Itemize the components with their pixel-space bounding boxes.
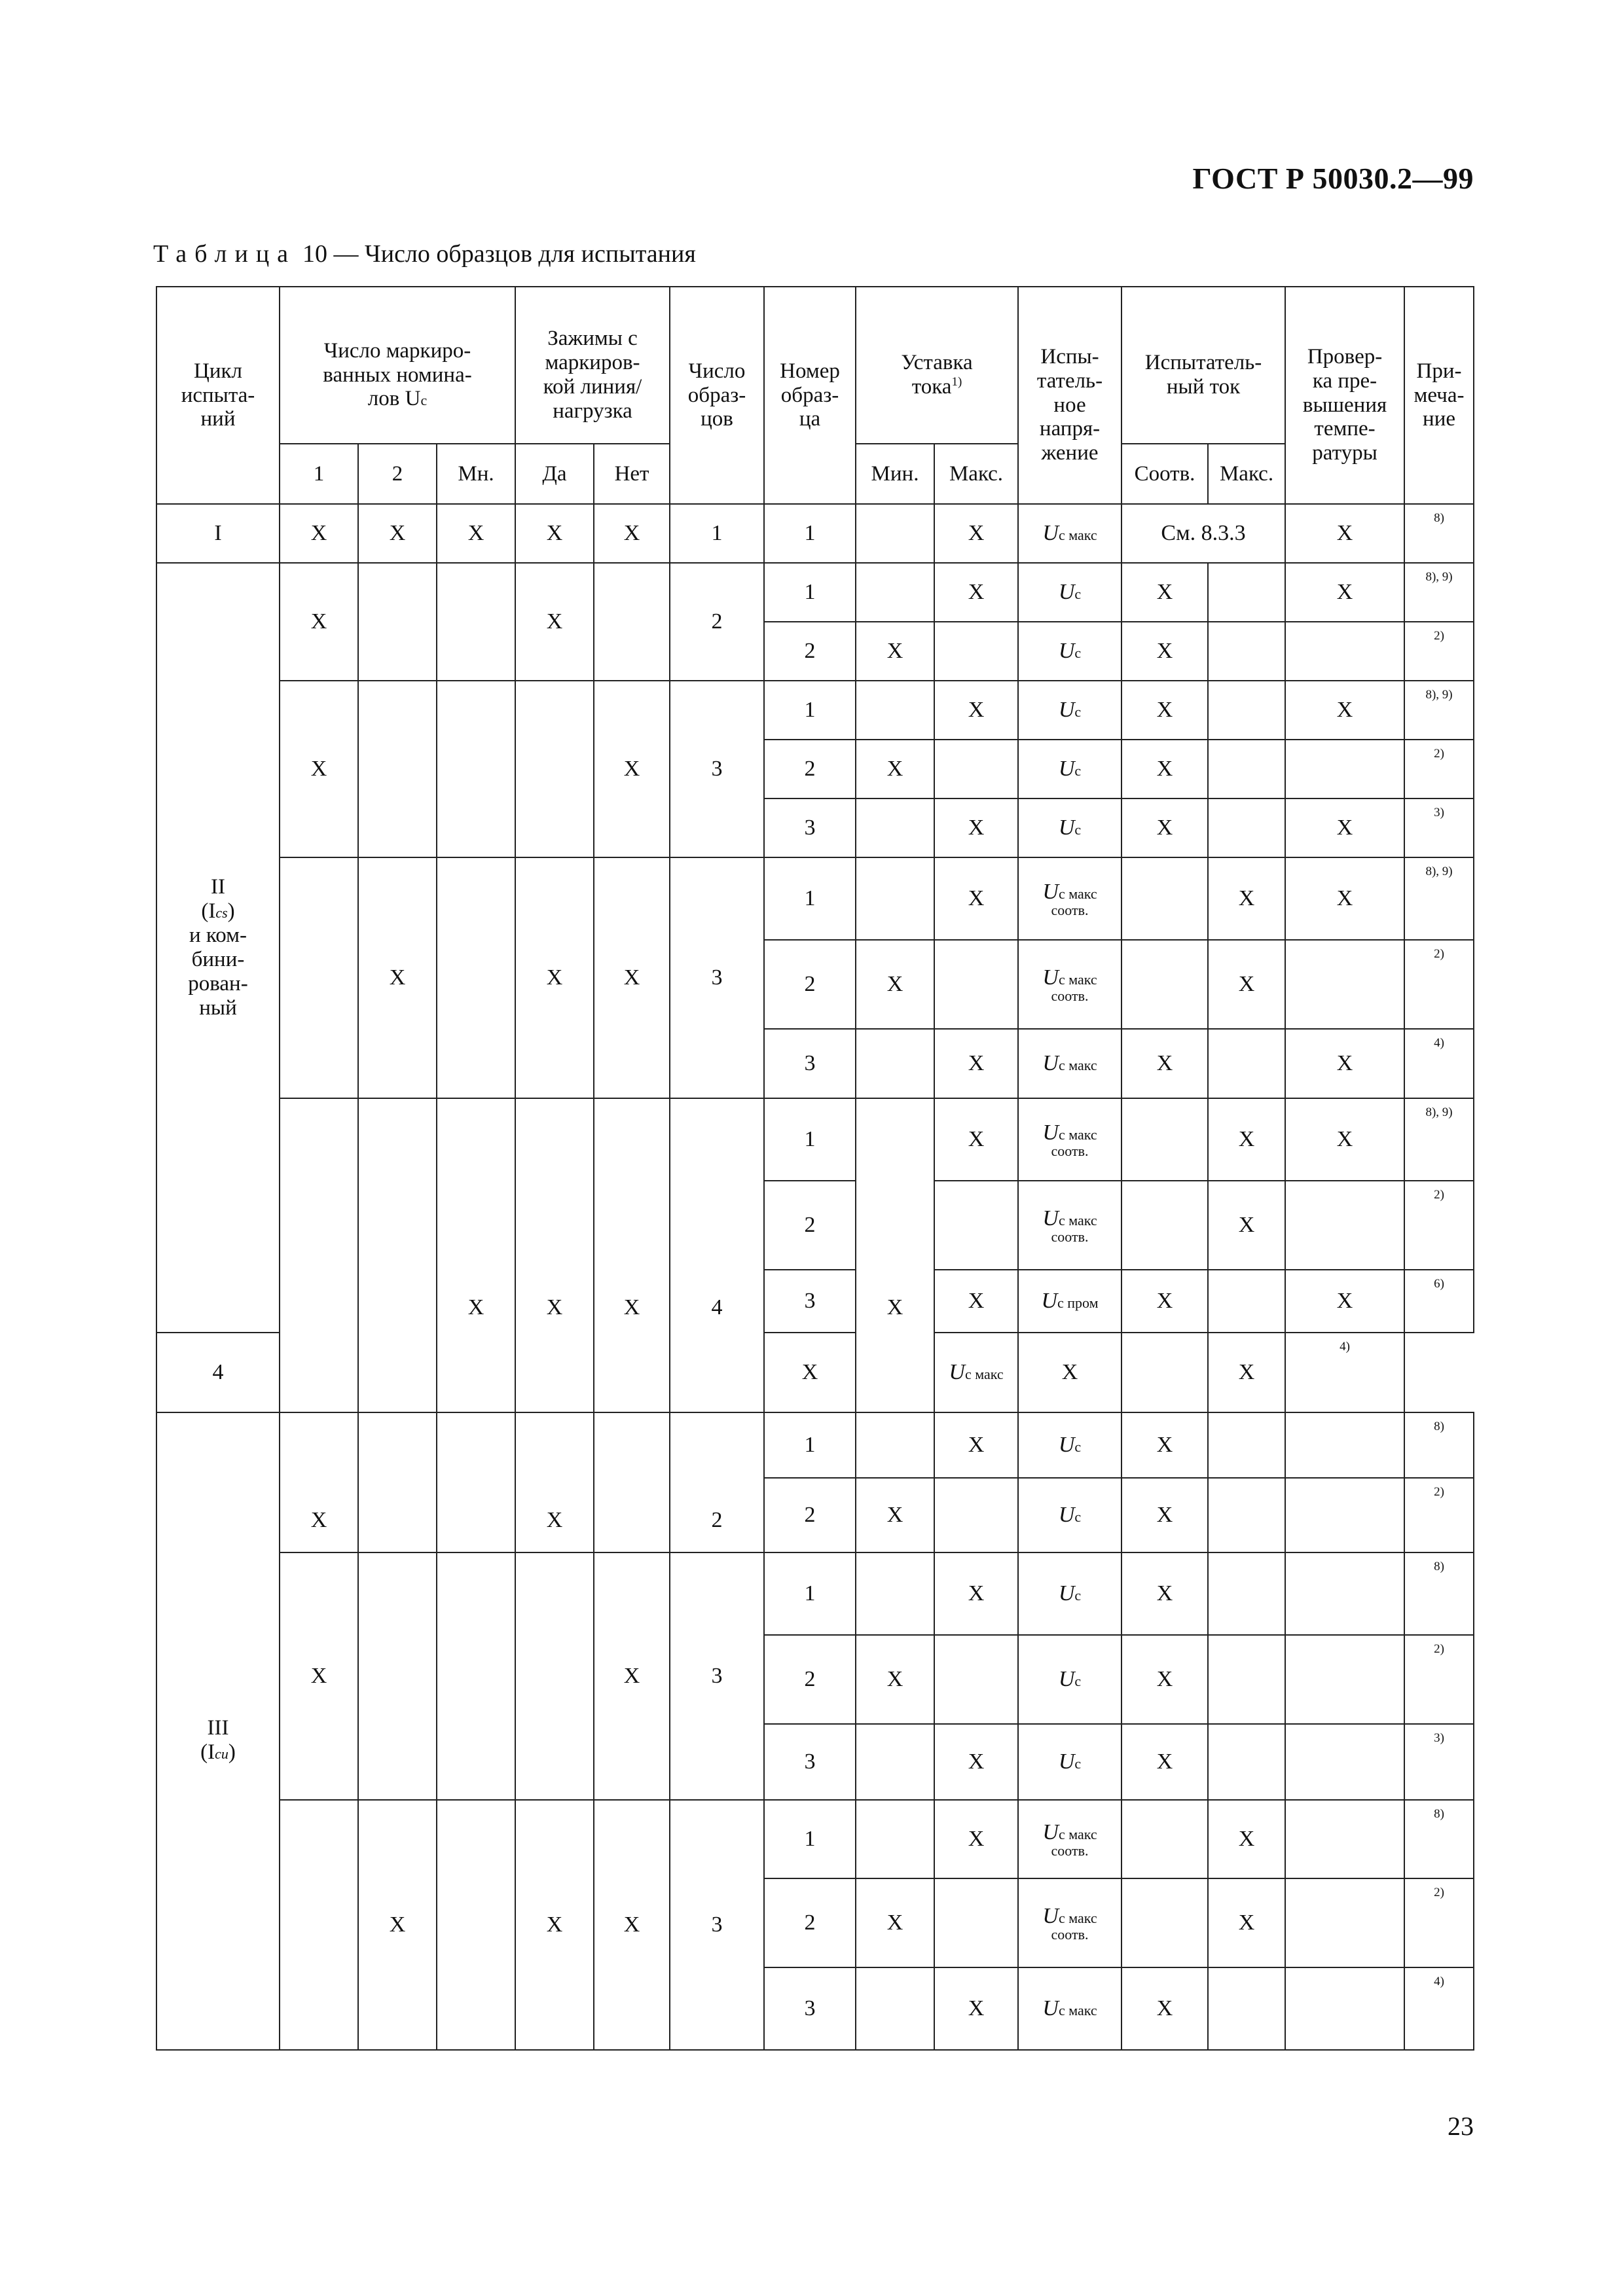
cell-x: X (1208, 1800, 1285, 1878)
cell-empty (1208, 1412, 1285, 1478)
cell-empty (280, 857, 358, 1098)
cell-voltage: Uс макс (934, 1333, 1018, 1412)
cell-note: 2) (1404, 1181, 1474, 1270)
cell-empty (280, 1098, 358, 1412)
header-notes: При- меча- ние (1404, 287, 1474, 504)
cell-value: 4 (670, 1098, 764, 1412)
cell-x: X (1208, 1098, 1285, 1181)
cell-x: X (856, 1635, 934, 1724)
cell-x: X (856, 622, 934, 681)
cell-x: X (1285, 681, 1404, 740)
cell-empty (856, 1967, 934, 2050)
cell-empty (437, 1800, 515, 2050)
cell-note: 8) (1404, 1412, 1474, 1478)
page-number: 23 (1448, 2111, 1474, 2141)
header-sub-max-current: Макс. (1208, 444, 1285, 504)
cell-voltage: Uс макс (1018, 1029, 1122, 1098)
caption-word: Таблица (153, 240, 297, 268)
cell-x: X (934, 1967, 1018, 2050)
cell-empty (515, 1552, 594, 1800)
cell-value: 3 (764, 1724, 856, 1800)
cell-see-reference: См. 8.3.3 (1122, 504, 1285, 563)
cell-x: X (856, 1478, 934, 1552)
cell-empty (1208, 1967, 1285, 2050)
cell-note: 2) (1404, 940, 1474, 1029)
cell-x: X (856, 740, 934, 798)
table-row (156, 857, 1474, 940)
cell-note: 8) (1404, 1800, 1474, 1878)
cell-empty (1285, 1724, 1404, 1800)
cell-x: X (594, 1552, 670, 1800)
cell-empty (856, 798, 934, 857)
cell-empty (1122, 857, 1208, 940)
cell-x: X (1122, 1270, 1208, 1333)
cell-voltage: Uс (1018, 798, 1122, 857)
cell-x: X (1208, 857, 1285, 940)
cell-empty (1122, 940, 1208, 1029)
cell-empty (515, 681, 594, 857)
cell-empty (1208, 1724, 1285, 1800)
cell-x: X (1122, 1029, 1208, 1098)
cell-note: 6) (1404, 1270, 1474, 1333)
cell-x: X (1208, 1333, 1285, 1412)
cell-x: X (515, 563, 594, 681)
cell-voltage: Uс (1018, 740, 1122, 798)
cell-note: 2) (1404, 740, 1474, 798)
table-row (156, 1412, 1474, 1478)
cell-voltage: Uс макс (1018, 504, 1122, 563)
cell-x: X (1122, 681, 1208, 740)
cell-empty (1122, 1181, 1208, 1270)
cell-empty (437, 1552, 515, 1800)
cell-empty (1285, 1967, 1404, 2050)
header-sub-many: Мн. (437, 444, 515, 504)
header-temperature-check: Провер- ка пре- вышения темпе- ратуры (1285, 287, 1404, 504)
cell-value: 2 (764, 1181, 856, 1270)
cell-note: 4) (1285, 1333, 1404, 1412)
cell-empty (1122, 1333, 1208, 1412)
cell-x: X (1285, 504, 1404, 563)
cell-value: 2 (764, 1635, 856, 1724)
cell-note: 2) (1404, 1478, 1474, 1552)
cell-empty (1122, 1878, 1208, 1967)
cell-note: 8), 9) (1404, 681, 1474, 740)
cell-x: X (1122, 740, 1208, 798)
cell-empty (934, 1478, 1018, 1552)
header-test-current: Испытатель- ный ток (1122, 287, 1285, 444)
cell-value: 1 (764, 1552, 856, 1635)
cell-empty (856, 1552, 934, 1635)
cell-empty (1285, 740, 1404, 798)
cell-empty (934, 1635, 1018, 1724)
cell-empty (1285, 1635, 1404, 1724)
table-row (156, 1552, 1474, 1635)
cell-x: X (594, 857, 670, 1098)
cell-x: X (594, 504, 670, 563)
table-row (156, 504, 1474, 563)
header-terminals: Зажимы с маркиров- кой линия/ нагрузка (515, 287, 670, 444)
cell-voltage: Uс пром (1018, 1270, 1122, 1333)
cell-note: 8), 9) (1404, 563, 1474, 622)
cell-value: 1 (764, 1098, 856, 1181)
cell-value: 3 (670, 681, 764, 857)
header-row-1 (156, 287, 1474, 444)
cell-empty (437, 857, 515, 1098)
cell-value: 2 (764, 1478, 856, 1552)
cell-empty (856, 504, 934, 563)
cell-voltage: Uс макс соотв. (1018, 940, 1122, 1029)
cell-note: 2) (1404, 1635, 1474, 1724)
cell-x: X (934, 504, 1018, 563)
header-sub-2: 2 (358, 444, 437, 504)
cell-x: X (358, 857, 437, 1098)
cell-x: X (1122, 1967, 1208, 2050)
cell-voltage: Uс (1018, 681, 1122, 740)
cell-note: 4) (1404, 1967, 1474, 2050)
cell-empty (1208, 740, 1285, 798)
cell-empty (1208, 1270, 1285, 1333)
cycle-label: I (156, 504, 280, 563)
cell-value: 3 (670, 1800, 764, 2050)
cell-value: 1 (764, 563, 856, 622)
cell-x: X (1018, 1333, 1122, 1412)
table-row (156, 1800, 1474, 1878)
cell-value: 3 (764, 1967, 856, 2050)
cell-voltage: Uс макс соотв. (1018, 1098, 1122, 1181)
cell-x: X (1122, 1478, 1208, 1552)
cell-x: X (515, 1800, 594, 2050)
cell-empty (1208, 1029, 1285, 1098)
cell-value: 1 (670, 504, 764, 563)
cell-x: X (437, 504, 515, 563)
cell-empty (856, 1724, 934, 1800)
cell-voltage: Uс макс (1018, 1967, 1122, 2050)
cell-x: X (280, 1552, 358, 1800)
cell-value: 2 (670, 563, 764, 681)
cell-x: X (594, 1800, 670, 2050)
cell-empty (437, 563, 515, 681)
cell-x: X (1122, 798, 1208, 857)
cell-x: X (1285, 1029, 1404, 1098)
cell-note: 3) (1404, 1724, 1474, 1800)
cell-value: 2 (670, 1412, 764, 1552)
table-row (156, 681, 1474, 740)
cell-x: X (1285, 1270, 1404, 1333)
header-current-setting: Уставка тока$^{1)}$ (856, 287, 1018, 444)
cell-empty (856, 1412, 934, 1478)
cell-note: 8) (1404, 504, 1474, 563)
cell-voltage: Uс макс соотв. (1018, 1878, 1122, 1967)
cell-empty (856, 1029, 934, 1098)
cell-empty (358, 563, 437, 681)
cell-value: 3 (764, 1029, 856, 1098)
cell-empty (934, 622, 1018, 681)
cell-note: 2) (1404, 622, 1474, 681)
cell-empty (934, 1878, 1018, 1967)
cell-empty (1122, 1098, 1208, 1181)
cell-note: 3) (1404, 798, 1474, 857)
cell-empty (1208, 563, 1285, 622)
cell-empty (1208, 681, 1285, 740)
cell-note: 8), 9) (1404, 1098, 1474, 1181)
cell-x: X (358, 504, 437, 563)
cell-empty (934, 740, 1018, 798)
cell-empty (358, 1552, 437, 1800)
cell-empty (1122, 1800, 1208, 1878)
cell-x: X (934, 1800, 1018, 1878)
cell-empty (358, 681, 437, 857)
cell-x: X (1285, 857, 1404, 940)
cell-x: X (437, 1098, 515, 1412)
table-row (156, 1098, 1474, 1181)
cell-empty (594, 563, 670, 681)
cell-value: 1 (764, 504, 856, 563)
cell-x: X (934, 857, 1018, 940)
cell-x: X (515, 1412, 594, 1552)
cell-empty (856, 681, 934, 740)
cell-voltage: Uс (1018, 1478, 1122, 1552)
cell-voltage: Uс (1018, 622, 1122, 681)
cell-empty (1208, 798, 1285, 857)
caption-title: 10 — Число образцов для испытания (302, 240, 696, 268)
cell-x: X (280, 563, 358, 681)
cell-empty (1285, 1478, 1404, 1552)
cell-empty (437, 681, 515, 857)
cell-x: X (1208, 1878, 1285, 1967)
cell-x: X (515, 1098, 594, 1412)
header-cycle: Цикл испыта- ний (156, 287, 280, 504)
cell-value: 2 (764, 740, 856, 798)
cell-x: X (1122, 1724, 1208, 1800)
cell-x: X (934, 1552, 1018, 1635)
cell-voltage: Uс (1018, 1552, 1122, 1635)
cell-voltage: Uс макс соотв. (1018, 857, 1122, 940)
cell-x: X (1208, 940, 1285, 1029)
cell-x: X (934, 681, 1018, 740)
cell-empty (1208, 1552, 1285, 1635)
cell-voltage: Uс макс соотв. (1018, 1181, 1122, 1270)
cell-empty (1285, 1412, 1404, 1478)
cell-x: X (856, 1878, 934, 1967)
header-sample-number: Номер образ- ца (764, 287, 856, 504)
cell-empty (1208, 1635, 1285, 1724)
cell-x: X (594, 681, 670, 857)
header-rated-values: Число маркиро- ванных номина- лов Uс (280, 287, 515, 444)
cell-x: X (1122, 563, 1208, 622)
cell-x: X (1208, 1181, 1285, 1270)
cell-voltage: Uс (1018, 1724, 1122, 1800)
cell-empty (1285, 1878, 1404, 1967)
header-sub-max: Макс. (934, 444, 1018, 504)
cell-voltage: Uс (1018, 563, 1122, 622)
header-sub-no: Нет (594, 444, 670, 504)
cell-x: X (934, 563, 1018, 622)
cell-empty (280, 1800, 358, 2050)
cell-x: X (280, 504, 358, 563)
cell-x: X (934, 1098, 1018, 1181)
cell-note: 8), 9) (1404, 857, 1474, 940)
cell-x: X (1122, 1635, 1208, 1724)
header-sub-min: Мин. (856, 444, 934, 504)
cell-empty (358, 1098, 437, 1412)
cell-empty (358, 1412, 437, 1552)
cell-voltage: Uс (1018, 1412, 1122, 1478)
table-row (156, 563, 1474, 622)
cell-empty (1285, 1552, 1404, 1635)
cell-x: X (594, 1098, 670, 1412)
cell-x: X (934, 798, 1018, 857)
header-test-voltage: Испы- татель- ное напря- жение (1018, 287, 1122, 504)
table-caption (153, 240, 696, 268)
cell-empty (856, 857, 934, 940)
cell-x: X (1122, 1412, 1208, 1478)
cell-voltage: Uс (1018, 1635, 1122, 1724)
cell-value: 1 (764, 681, 856, 740)
cell-note: 4) (1404, 1029, 1474, 1098)
cell-empty (934, 940, 1018, 1029)
cell-note: 8) (1404, 1552, 1474, 1635)
cycle-label: III (Icu) (156, 1412, 280, 2050)
cell-x: X (1122, 1552, 1208, 1635)
samples-table (156, 286, 1474, 2051)
cell-empty (856, 1800, 934, 1878)
header-samples-count: Число образ- цов (670, 287, 764, 504)
cell-value: 3 (764, 798, 856, 857)
header-sub-1: 1 (280, 444, 358, 504)
header-sub-yes: Да (515, 444, 594, 504)
cell-x: X (358, 1800, 437, 2050)
cell-x: X (764, 1333, 856, 1412)
cell-empty (934, 1181, 1018, 1270)
cell-x: X (515, 857, 594, 1098)
cell-empty (1208, 622, 1285, 681)
cell-x: X (934, 1270, 1018, 1333)
cell-x: X (1285, 798, 1404, 857)
document-standard-header: ГОСТ Р 50030.2—99 (1192, 162, 1474, 195)
cell-x: X (934, 1724, 1018, 1800)
cell-value: 3 (764, 1270, 856, 1333)
cycle-label: II (Ics) и ком- бини- рован- ный (156, 563, 280, 1333)
cell-x: X (856, 1098, 934, 1412)
cell-x: X (280, 681, 358, 857)
cell-x: X (934, 1412, 1018, 1478)
cell-value: 2 (764, 940, 856, 1029)
cell-empty (1285, 1800, 1404, 1878)
cell-value: 3 (670, 1552, 764, 1800)
cell-empty (437, 1412, 515, 1552)
cell-value: 2 (764, 622, 856, 681)
cell-x: X (934, 1029, 1018, 1098)
cell-x: X (515, 504, 594, 563)
header-sub-corresponding: Соотв. (1122, 444, 1208, 504)
cell-empty (594, 1412, 670, 1552)
cell-empty (1285, 622, 1404, 681)
cell-value: 1 (764, 1412, 856, 1478)
cell-empty (1285, 940, 1404, 1029)
cell-value: 3 (670, 857, 764, 1098)
cell-note: 2) (1404, 1878, 1474, 1967)
cell-value: 1 (764, 1800, 856, 1878)
cell-x: X (856, 940, 934, 1029)
cell-x: X (1285, 1098, 1404, 1181)
cell-value: 1 (764, 857, 856, 940)
cell-empty (1208, 1478, 1285, 1552)
cell-value: 2 (764, 1878, 856, 1967)
cell-x: X (1285, 563, 1404, 622)
cell-x: X (280, 1412, 358, 1552)
cell-empty (856, 563, 934, 622)
cell-value: 4 (156, 1333, 280, 1412)
cell-voltage: Uс макс соотв. (1018, 1800, 1122, 1878)
cell-empty (1285, 1181, 1404, 1270)
cell-x: X (1122, 622, 1208, 681)
